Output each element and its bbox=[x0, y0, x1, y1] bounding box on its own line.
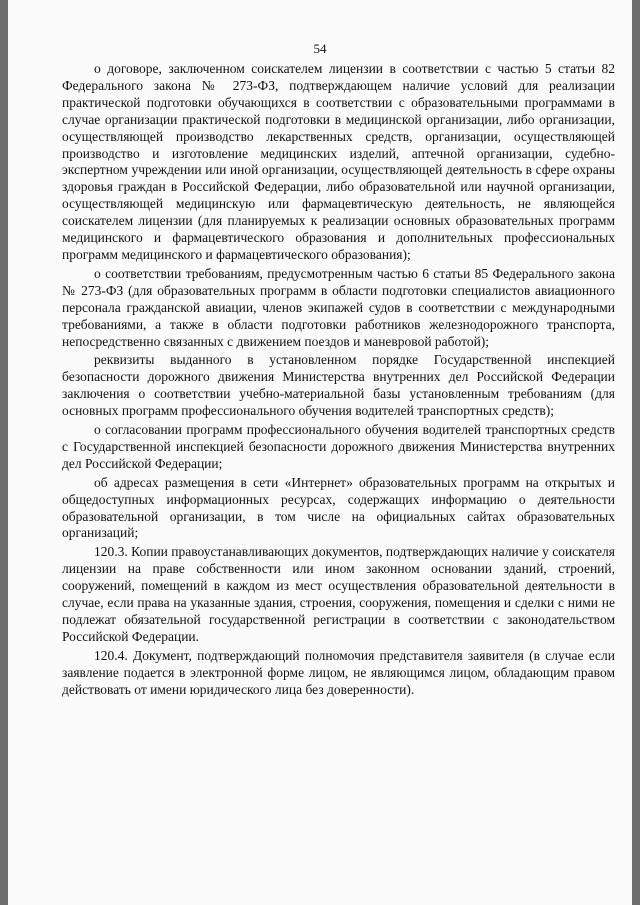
document-page bbox=[8, 0, 632, 905]
paragraph-requirements: о соответствии требованиям, предусмотренным частью 6 статьи 85 Федерального закона № 273-ФЗ (для образовательных программ в области подготовки специалистов авиационного персонала гражданской авиации, членов экипажей судов в соответствии с международными требованиями, а также в области подготовки работников железнодорожного транспорта, непосредственно связанных с движением поездов и маневровой работой); bbox=[62, 265, 615, 349]
paragraph-internet-addresses: об адресах размещения в сети «Интернет» образовательных программ на открытых и общедоступных информационных ресурсах, содержащих информацию о деятельности образовательной организации, в том числе на официальных сайтах образовательных организаций; bbox=[62, 474, 615, 541]
paragraph-120-4: 120.4. Документ, подтверждающий полномочия представителя заявителя (в случае если заявление подается в электронной форме лицом, не являющимся лицом, обладающим правом действовать от имени юридического лица без доверенности). bbox=[62, 647, 615, 697]
paragraph-traffic-inspection: реквизиты выданного в установленном порядке Государственной инспекцией безопасности дорожного движения Министерства внутренних дел Российской Федерации заключения о соответствии учебно-материальной базы установленным требованиям (для основных программ профессионального обучения водителей транспортных средств); bbox=[62, 352, 615, 419]
paragraph-contract: о договоре, заключенном соискателем лицензии в соответствии с частью 5 статьи 82 Федерального закона № 273-ФЗ, подтверждающем наличие условий для реализации практической подготовки обучающихся в соответствии с образовательными программами в случае организации практической подготовки в медицинской организации, либо организации, осуществляющей производство лекарственных средств, организации, осуществляющей производство и изготовление медицинских изделий, аптечной организации, судебно-экспертном учреждении или иной организации, осуществляющей деятельность в сфере охраны здоровья граждан в Российской Федерации, либо образовательной или научной организации, осуществляющей медицинскую или фармацевтическую деятельность, не являющейся соискателем лицензии (для планируемых к реализации основных образовательных программ медицинского и фармацевтического образования и дополнительных профессиональных программ медицинского и фармацевтического образования); bbox=[62, 61, 615, 262]
document-body bbox=[62, 61, 615, 701]
page-number: 54 bbox=[313, 41, 327, 56]
paragraph-120-3: 120.3. Копии правоустанавливающих документов, подтверждающих наличие у соискателя лицензии на праве собственности или ином законном основании зданий, строений, сооружений, помещений в каждом из мест осуществления образовательной деятельности в случае, если права на указанные здания, строения, сооружения, помещения и сделки с ними не подлежат обязательной государственной регистрации в соответствии с законодательством Российской Федерации. bbox=[62, 544, 615, 644]
paragraph-programs-approval: о согласовании программ профессионального обучения водителей транспортных средств с Государственной инспекцией безопасности дорожного движения Министерства внутренних дел Российской Федерации; bbox=[62, 422, 615, 471]
